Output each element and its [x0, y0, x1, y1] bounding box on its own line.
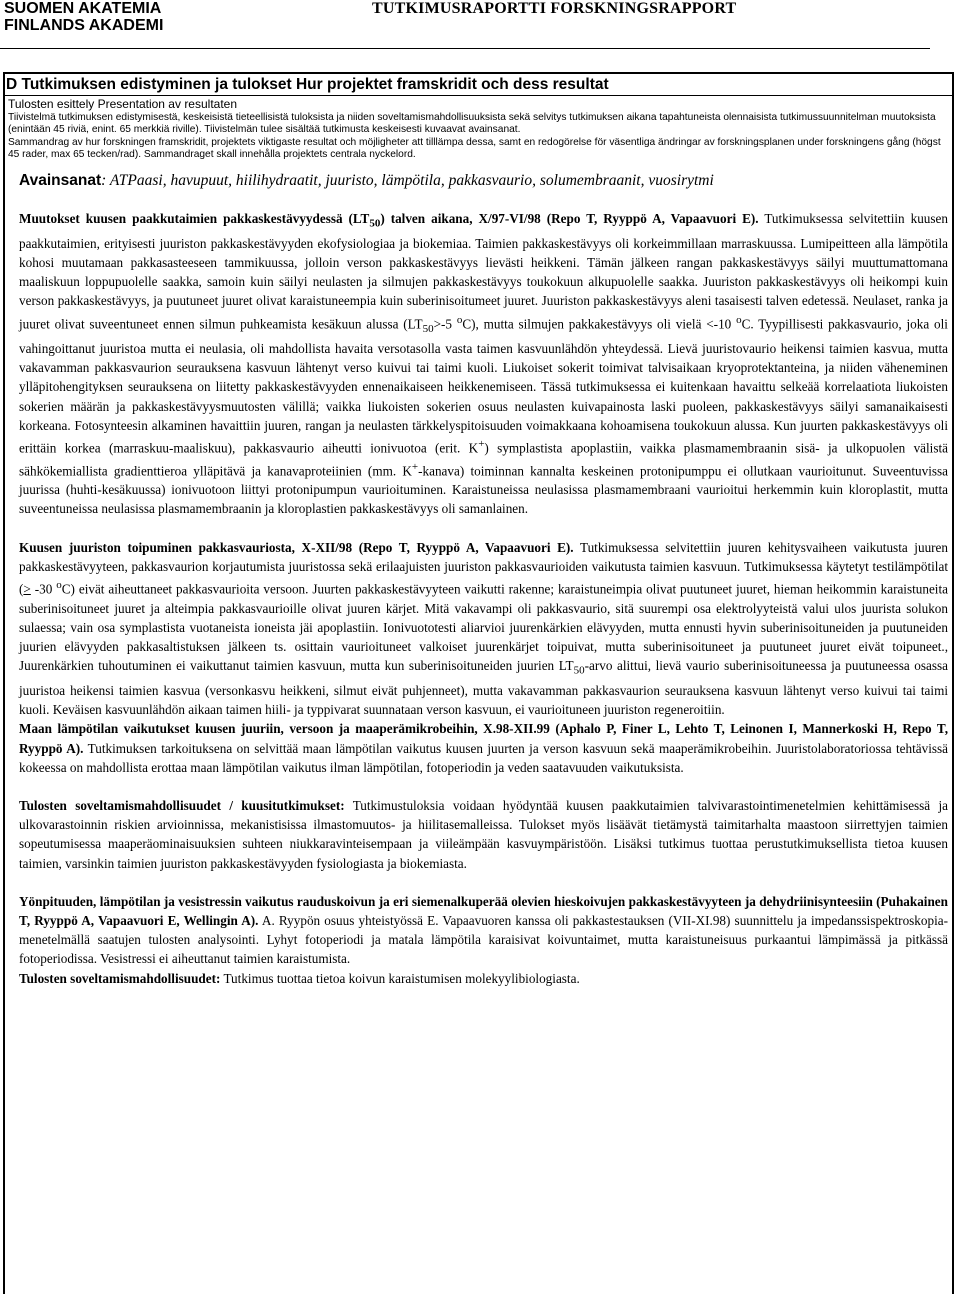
section-heading-1 [19, 211, 759, 230]
subscript: 50 [369, 217, 381, 230]
instructions-finnish: Tiivistelmä tutkimuksen edistymisestä, keskeisistä tieteellisistä tuloksista ja niiden soveltamismahdollisuuksista sekä selvitys tutkimuksen aikana tapahtuneista olennaisista tutkimussuunnitelman muutoksista (enintään 45 riviä, enint. 65 merkkiä riville). Tiivistelmän tulee sisältää tutkimusta keskeisesti kuvaavat avainsanat. [8, 112, 936, 136]
organization-name [4, 0, 163, 34]
paragraph-text: Tutkimuksen tarkoituksena on selvittää maan lämpötilan vaikutus kuusen juurten ja verson kasvuun sekä maaperämikrobeihin. Juuristolaboratoriossa tehtävissä kokeessa on mahdollista erottaa maan lämpötilan vaikutus ilman lämpötilan, fotoperiodin ja veden saatavuuden vaikutuksista. [19, 740, 948, 775]
organization-name-fi: SUOMEN AKATEMIA [4, 0, 162, 17]
superscript: o [736, 313, 742, 326]
results-label: Tulosten soveltamismahdollisuudet: [19, 970, 221, 986]
section-paragraph-3 [19, 719, 948, 777]
section-paragraph-1 [19, 209, 948, 519]
paragraph-text: -arvo alittui, lievä vaurio suberinisoituneessa ja puutuneessa osassa juuristoa heikensi taimien kasvua (versonkasvu heikkeni, silmut eivät puhjenneet), mutta vakavamman pakkasvaurion seurauksena kasvuun lähtenyt verso kuivui tai taimi kuoli. Keväisen kasvuunlähdön aikaan taimen hiili- ja typpivarat suunnataan verson kasvuun, ei vaurioituneen juuriston regeneroitiin. [19, 658, 948, 718]
page-header [0, 0, 960, 50]
form-instructions [8, 97, 948, 162]
instructions-swedish: Sammandrag av hur forskningen framskridit, projektets viktigaste resultat och möjligheter att tilllämpa dessa, samt en redogörelse för väsentliga ändringar av forskningsplanen under forskningens gång (högst 45 rader, max 65 tecken/rad). Sammandraget skall innehålla projektets centrala nyckelord. [8, 136, 941, 161]
superscript: + [411, 460, 419, 473]
keywords-label: Avainsanat [19, 172, 102, 189]
paragraph-text: -30 [30, 581, 57, 597]
greater-equal-symbol: > [23, 581, 31, 597]
report-body [19, 209, 948, 988]
section-title: D Tutkimuksen edistyminen ja tulokset Hur projektet framskridit och dess resultat [6, 76, 609, 93]
keywords [19, 171, 949, 190]
document-type: TUTKIMUSRAPORTTI FORSKNINGSRAPPORT [372, 0, 737, 17]
results-applications [19, 969, 948, 988]
section-heading-3: Maan lämpötilan vaikutukset kuusen juuriin, versoon ja maaperämikrobeihin, X.98-XII.99 (Aphalo P, Finer L, Lehto T, Leinonen I, Mannerkoski H, Repo T, Ryyppö A). [19, 721, 948, 756]
paragraph-text: Tutkimus tuottaa tietoa koivun karaistumisen molekyylibiologiasta. [220, 970, 580, 986]
section-paragraph-2 [19, 538, 948, 720]
paragraph-text: Tutkimustuloksia voidaan hyödyntää kuusen paakkutaimien talvivarastointimenetelmien kehittämisessä ja ulkovarastoinnin riskien arvioinnissa, mekanistisissa ilmastomuutos- ja hiilitasemalleissa. Tulokset myös lisäävät tietämystä taimitarhalta maastoon siirrettyjen taimien sopeutumisessa maaperäominaisuuksien suhteen niukkaravinteisempaan ja viileämpään kasvuympäristöön. Lisäksi tutkimus tuottaa perustutkimuksellista tietoa kuusen taimien, varsinkin taimien juuriston pakkaskestävyyden fysiologiasta ja biokemiasta. [19, 797, 948, 871]
paragraph-text: C), mutta silmujen pakkakestävyys oli vielä <-10 [462, 316, 737, 332]
header-divider [0, 48, 930, 49]
paragraph-gap [19, 519, 948, 538]
section-heading-4: Tulosten soveltamismahdollisuudet / kuusitutkimukset: [19, 797, 345, 813]
paragraph-text: ) symplastista apoplastiin, vaikka plasmamembraanin sisä- ja ulkopuolen välistä sähkökemiallista gradienttieroa ylläpitävä ja kanavaproteiinien (mm. K [19, 440, 948, 478]
section-paragraph-5 [19, 892, 948, 969]
superscript: o [56, 578, 62, 591]
paragraph-text: Tutkimuksessa selvitettiin kuusen paakkutaimien, erityisesti juuriston pakkaskestävyyden ekofysiologiaa ja biokemiaa. Taimien pakkaskestävyys oli korkeimmillaan marraskuussa. Lumipeitteen alla lämpötila kohosi muutamaan pakkasasteeseen tammikuussa, jolloin verson pakkaskestävyys lievästi heikkeni. Tämän jälkeen rangan pakkaskestävyys säilyi muuttumattomana maaliskuun loppupuolelle saakka, samoin kuin säilyi neulasten ja silmujen pakkaskestävyys toukokuun alkupuolelle saakka. Juuriston pakkaskestävyys oli heikompi kuin verson pakkaskestävyys, ja puutuneet juuret olivat karaistuneempia kuin suberinisoitumeet juuret. Juuriston pakkaskestävyys aleni tasaisesti talven edetessä. Neulaset, ranka ja juuret olivat suveentuneet ennen silmun puhkeamista kesäkuun alussa (LT [19, 211, 948, 332]
subscript: 50 [573, 664, 585, 677]
paragraph-text: -kanava) toiminnan kannalta keskeinen protonipumppu ei ollutkaan vaurioitunut. Suveentuvissa juurissa (huhti-kesäkuussa) ionivuotoon liittyi protonipumpun vaurioituminen. Karaistuneissa neulasissa plasmamembraani vaurioitui herkemmin kuin kloroplastit, mutta suveentuneissa neulasissa plasmamembraanin ja kloroplastien pakkaskestävyys oli samanlainen. [19, 462, 948, 517]
keywords-value: : ATPaasi, havupuut, hiilihydraatit, juuristo, lämpötila, pakkasvaurio, solumembraanit, vuosirytmi [101, 172, 714, 189]
section-divider [3, 95, 954, 96]
section-heading-2: Kuusen juuriston toipuminen pakkasvauriosta, X-XII/98 (Repo T, Ryyppö A, Vapaavuori E). [19, 539, 574, 555]
heading-text: ) talven aikana, X/97-VI/98 (Repo T, Ryyppö A, Vapaavuori E). [380, 211, 759, 226]
instructions-heading: Tulosten esittely Presentation av resultaten [8, 97, 238, 111]
paragraph-gap [19, 777, 948, 796]
subscript: 50 [422, 322, 434, 335]
paragraph-text: >-5 [433, 316, 457, 332]
organization-name-sv: FINLANDS AKADEMI [4, 17, 164, 34]
section-paragraph-4 [19, 796, 948, 873]
paragraph-text: Tutkimuksessa selvitettiin juuren kehitysvaiheen vaikutusta juuren pakkaskestävyyteen, pakkasvaurion korjautumista juuristossa sekä erilaajuisten juuriston pakkasvaurioiden vaikutusta taimien kasvuun. Tutkimuksessa käytetyt testilämpötilat ( [19, 539, 948, 597]
heading-text: Muutokset kuusen paakkutaimien pakkaskestävyydessä (LT [19, 211, 370, 226]
superscript: + [478, 437, 485, 450]
paragraph-text: C. Tyypillisesti pakkasvaurio, joka oli vahingoittanut juuristoa mutta ei neulasia, oli mahdollista havaita versotasolla vasta taimen kasvuunlähdön yhteydessä. Lievä juuristovaurio heikensi taimien kasvua, mutta vakavamman pakkasvaurion seurauksena kasvuun lähtenyt verso kuivui tai taimi kuoli. Liukoiset sokerit toimivat talvisaikaan kryoprotektanteina, ja niiden väheneminen ylläpitohengityksen seurauksena on liitetty pakkaskestävyyden ennenaikaiseen heikkenemiseen. Tässä tutkimuksessa ei kuitenkaan havaittu selkeää korrelaatiota liukoisten sokerien määrän ja pakkaskestävyysmuutosten välillä; vaikka liukoisten sokerien osuus neulasten kuivapainosta laski puoleen, pakkaskestävyys säilyi samanaikaisesti korkeana. Fotosynteesin alkaminen havaittiin juuren, rangan ja neulasten tärkkelyspitoisuuden voimakkaana kohoamisena toukokuun alussa. Kun juurten pakkaskestävyys oli erittäin korkea (marraskuu-maaliskuu), pakkasvaurio aiheutti ionivuotoa (erit. K [19, 316, 948, 456]
section-heading-5: Yönpituuden, lämpötilan ja vesistressin vaikutus rauduskoivun ja eri siemenalkuperää olevien hieskoivujen pakkaskestävyyteen ja dehydriinisynteesiin (Puhakainen T, Ryyppö A, Vapaavuori E, Wellingin A). [19, 893, 948, 928]
paragraph-text: C) eivät aiheuttaneet pakkasvaurioita versoon. Juurten pakkaskestävyyteen vaikutti rakenne; karaistuneimpia olivat puutuneet juuret, hieman heikommin karaistuneita suberinisoituneet juuret ja alteimpia pakkasvaurioille olivat juuren kärjet. Mitä vakavampi oli pakkasvaurio, sitä suurempi osa elektrolyyteistä valui ulos juurista solukon sulaessa; vain osa symplastista vuotaneista ioneista jäi apoplastiin. Ionivuototesti aliarvioi juurenkärkien elävyyden, mutta ennusti hyvin suberinisoituneiden ja puutuneiden juurien elävyyden pakkasaltistuksen jälkeen ts. osittain vaurioituneet valkoiset juurenkärjet toipuivat, mutta suberinisoituneet ja puutuneet juuret eivät toipuneet., Juurenkärkien tuhoutuminen ei vaikuttanut taimien kasvuun, mutta kun suberinisoituneiden juurien LT [19, 581, 948, 674]
superscript: o [456, 313, 463, 326]
paragraph-gap [19, 873, 948, 892]
paragraph-text: A. Ryypön osuus yhteistyössä E. Vapaavuoren kanssa oli pakkastestauksen (VII-XI.98) suunnittelu ja impedanssispektroskopia-menetelmällä saatujen tulosten analysointi. Lyhyt fotoperiodi ja matala lämpötila karaisivat koivuntaimet, mutta karaistuneisuus purkaantui lämpimässä ja pitkässä fotoperiodissa. Vesistressi ei aiheuttanut taimien karaistumista. [19, 912, 948, 967]
